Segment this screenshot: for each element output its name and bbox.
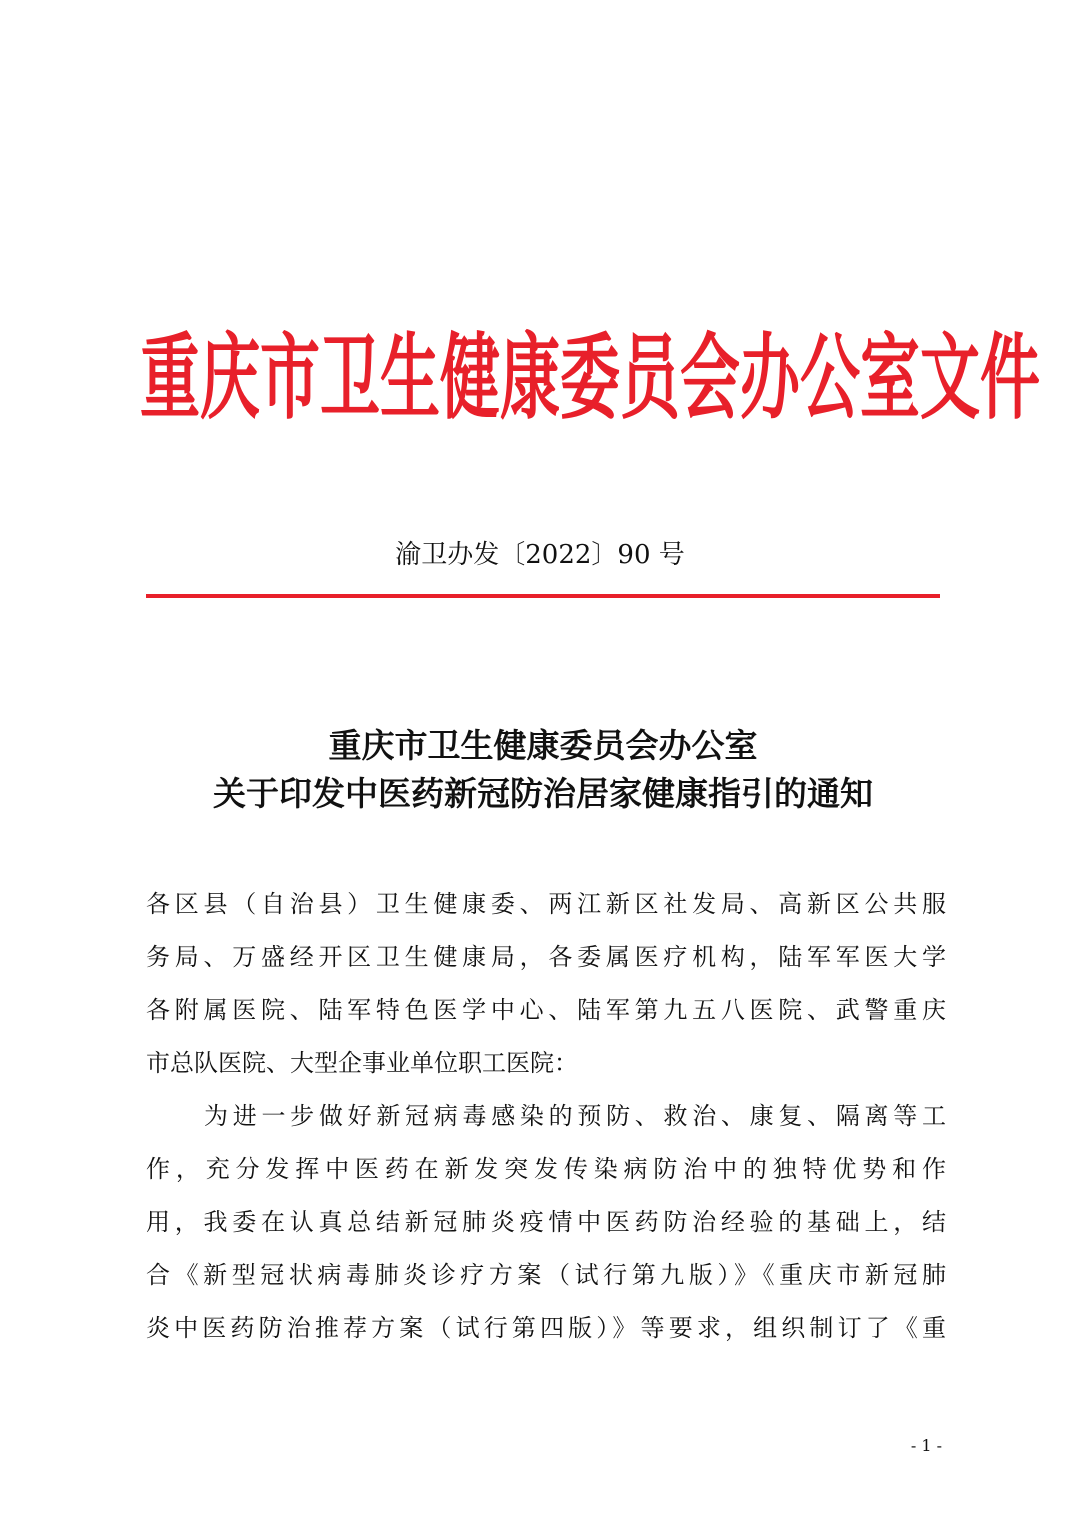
- addressee-line: 务局、万盛经开区卫生健康局，各委属医疗机构，陆军军医大学: [146, 943, 946, 971]
- page-number: - 1 -: [910, 1436, 942, 1455]
- notice-title: [140, 722, 946, 818]
- body-paragraph-line: 合《新型冠状病毒肺炎诊疗方案（试行第九版）》《重庆市新冠肺: [146, 1261, 946, 1289]
- body-paragraph-line: 作，充分发挥中医药在新发突发传染病防治中的独特优势和作: [146, 1155, 946, 1183]
- body-paragraph-line: 炎中医药防治推荐方案（试行第四版）》等要求，组织制订了《重: [146, 1314, 946, 1342]
- addressee-line: 各附属医院、陆军特色医学中心、陆军第九五八医院、武警重庆: [146, 996, 946, 1024]
- red-divider-rule: [146, 594, 940, 598]
- masthead-title: 重庆市卫生健康委员会办公室文件: [140, 324, 1040, 434]
- body-text: [146, 878, 946, 1355]
- document-number: 渝卫办发〔2022〕90 号: [395, 540, 685, 570]
- notice-title-line-2: 关于印发中医药新冠防治居家健康指引的通知: [213, 774, 873, 813]
- body-paragraph-line: 用，我委在认真总结新冠肺炎疫情中医药防治经验的基础上，结: [146, 1208, 946, 1236]
- addressee-line: 各区县（自治县）卫生健康委、两江新区社发局、高新区公共服: [146, 890, 946, 918]
- notice-title-line-1: 重庆市卫生健康委员会办公室: [328, 726, 758, 765]
- addressee-line: 市总队医院、大型企事业单位职工医院：: [146, 1049, 578, 1077]
- body-paragraph-line: 为进一步做好新冠病毒感染的预防、救治、康复、隔离等工: [204, 1102, 946, 1130]
